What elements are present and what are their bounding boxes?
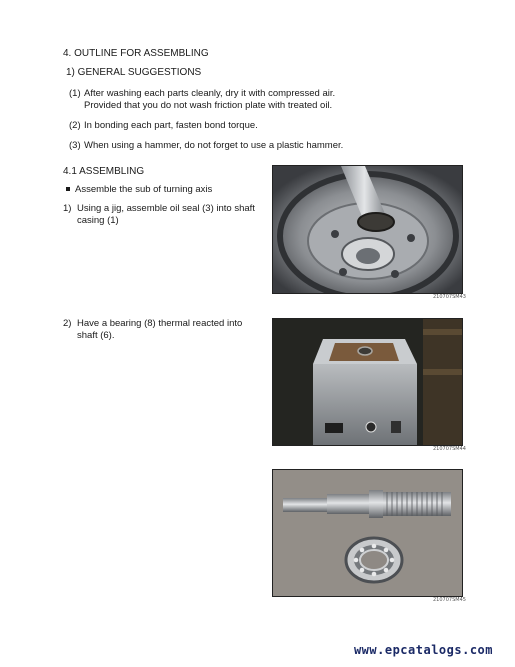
photo-bearing-heater [272, 318, 463, 446]
assembling-bullet-text: Assemble the sub of turning axis [75, 184, 213, 195]
suggestion-3-line1: When using a hammer, do not forget to use a plastic hammer. [84, 140, 344, 151]
section-title: 4. OUTLINE FOR ASSEMBLING [63, 48, 209, 59]
step-1-line2: casing (1) [77, 215, 119, 226]
bullet-square-icon [66, 187, 70, 191]
step-2-number: 2) [63, 318, 72, 329]
shaft-casing-illustration [273, 166, 462, 293]
photo-shaft-casing [272, 165, 463, 294]
general-suggestions-title: 1) GENERAL SUGGESTIONS [66, 67, 202, 78]
suggestion-2-line1: In bonding each part, fasten bond torque. [84, 120, 258, 131]
photo-3-caption: 210707SM45 [433, 597, 466, 603]
assembling-bullet [66, 184, 212, 196]
photo-2-caption: 210707SM44 [433, 446, 466, 452]
step-2-line2: shaft (6). [77, 330, 115, 341]
photo-1-caption: 210707SM43 [433, 294, 466, 300]
suggestion-1-line1: After washing each parts cleanly, dry it with compressed air. [84, 88, 336, 99]
shaft-bearing-illustration [273, 470, 462, 596]
assembling-title: 4.1 ASSEMBLING [63, 166, 145, 177]
suggestion-1-number: (1) [69, 88, 81, 99]
heater-illustration [273, 319, 462, 445]
footer-url[interactable]: www.epcatalogs.com [353, 643, 493, 657]
suggestion-1-line2: Provided that you do not wash friction plate with treated oil. [84, 100, 333, 111]
step-2-line1: Have a bearing (8) thermal reacted into [77, 318, 243, 329]
step-1-line1: Using a jig, assemble oil seal (3) into shaft [77, 203, 255, 214]
photo-shaft-and-bearing [272, 469, 463, 597]
suggestion-2-number: (2) [69, 120, 81, 131]
suggestion-3-number: (3) [69, 140, 81, 151]
step-1-number: 1) [63, 203, 72, 214]
